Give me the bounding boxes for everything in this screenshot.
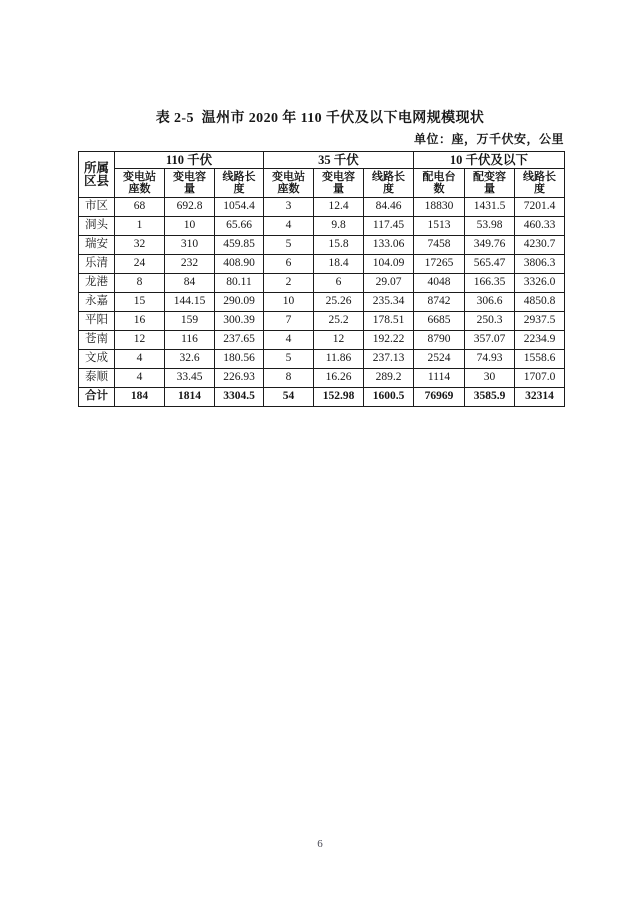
table-row <box>79 255 565 274</box>
value-cell: 357.07 <box>465 331 515 350</box>
column-header <box>165 169 215 198</box>
value-cell: 7 <box>264 312 314 331</box>
total-row <box>79 388 565 407</box>
value-cell: 10 <box>165 217 215 236</box>
column-header <box>264 169 314 198</box>
value-cell: 4 <box>264 217 314 236</box>
column-header-line1: 线路长 <box>523 170 556 183</box>
table-row <box>79 274 565 293</box>
value-cell: 289.2 <box>364 369 414 388</box>
column-header-line1: 配电台 <box>422 170 456 183</box>
column-header-line1: 变电站 <box>272 170 305 183</box>
value-cell: 144.15 <box>165 293 215 312</box>
region-cell: 合计 <box>79 388 115 407</box>
value-cell: 226.93 <box>215 369 264 388</box>
corner-header-line1: 所属 <box>83 161 109 175</box>
column-header-line2: 座数 <box>128 183 151 195</box>
value-cell: 237.13 <box>364 350 414 369</box>
value-cell: 250.3 <box>465 312 515 331</box>
column-header <box>414 169 465 198</box>
value-cell: 4 <box>115 350 165 369</box>
value-cell: 178.51 <box>364 312 414 331</box>
value-cell: 408.90 <box>215 255 264 274</box>
value-cell: 18830 <box>414 198 465 217</box>
column-header-line2: 数 <box>433 183 445 195</box>
value-cell: 6685 <box>414 312 465 331</box>
value-cell: 24 <box>115 255 165 274</box>
table-title: 表 2-5 温州市 2020 年 110 千伏及以下电网规模现状 <box>155 111 485 126</box>
column-header <box>115 169 165 198</box>
value-cell: 4850.8 <box>515 293 565 312</box>
column-header <box>465 169 515 198</box>
value-cell: 84.46 <box>364 198 414 217</box>
value-cell: 29.07 <box>364 274 414 293</box>
value-cell: 2234.9 <box>515 331 565 350</box>
value-cell: 184 <box>115 388 165 407</box>
group-header-10kv: 10 千伏及以下 <box>414 152 565 169</box>
column-header <box>314 169 364 198</box>
value-cell: 133.06 <box>364 236 414 255</box>
column-header-line1: 线路长 <box>222 170 256 183</box>
value-cell: 1814 <box>165 388 215 407</box>
table-row <box>79 331 565 350</box>
page-number: 6 <box>317 838 323 850</box>
group-header-35kv: 35 千伏 <box>264 152 414 169</box>
group-header-row <box>79 152 565 169</box>
value-cell: 2937.5 <box>515 312 565 331</box>
value-cell: 7458 <box>414 236 465 255</box>
value-cell: 1707.0 <box>515 369 565 388</box>
value-cell: 152.98 <box>314 388 364 407</box>
column-header-line2: 量 <box>333 183 344 195</box>
table-row <box>79 312 565 331</box>
value-cell: 4 <box>115 369 165 388</box>
value-cell: 65.66 <box>215 217 264 236</box>
value-cell: 12 <box>115 331 165 350</box>
column-header-line1: 变电容 <box>322 170 355 183</box>
value-cell: 5 <box>264 236 314 255</box>
region-cell: 龙港 <box>79 274 115 293</box>
value-cell: 2524 <box>414 350 465 369</box>
region-cell: 瑞安 <box>79 236 115 255</box>
column-header-line1: 变电站 <box>123 170 156 183</box>
value-cell: 1431.5 <box>465 198 515 217</box>
column-header-line2: 度 <box>383 183 394 195</box>
value-cell: 12.4 <box>314 198 364 217</box>
value-cell: 15 <box>115 293 165 312</box>
power-grid-table <box>78 151 565 407</box>
value-cell: 192.22 <box>364 331 414 350</box>
value-cell: 33.45 <box>165 369 215 388</box>
region-cell: 苍南 <box>79 331 115 350</box>
value-cell: 180.56 <box>215 350 264 369</box>
value-cell: 237.65 <box>215 331 264 350</box>
value-cell: 565.47 <box>465 255 515 274</box>
value-cell: 1558.6 <box>515 350 565 369</box>
value-cell: 25.26 <box>314 293 364 312</box>
value-cell: 9.8 <box>314 217 364 236</box>
column-header-line1: 线路长 <box>372 170 405 183</box>
value-cell: 349.76 <box>465 236 515 255</box>
region-cell: 洞头 <box>79 217 115 236</box>
value-cell: 300.39 <box>215 312 264 331</box>
table-row <box>79 198 565 217</box>
value-cell: 8 <box>264 369 314 388</box>
column-header <box>215 169 264 198</box>
value-cell: 54 <box>264 388 314 407</box>
value-cell: 3326.0 <box>515 274 565 293</box>
value-cell: 8742 <box>414 293 465 312</box>
value-cell: 104.09 <box>364 255 414 274</box>
value-cell: 32314 <box>515 388 565 407</box>
value-cell: 306.6 <box>465 293 515 312</box>
value-cell: 1054.4 <box>215 198 264 217</box>
value-cell: 1513 <box>414 217 465 236</box>
value-cell: 235.34 <box>364 293 414 312</box>
table-row <box>79 217 565 236</box>
value-cell: 2 <box>264 274 314 293</box>
value-cell: 310 <box>165 236 215 255</box>
value-cell: 3 <box>264 198 314 217</box>
value-cell: 16.26 <box>314 369 364 388</box>
value-cell: 8 <box>115 274 165 293</box>
column-header-line1: 配变容 <box>473 170 506 183</box>
region-cell: 永嘉 <box>79 293 115 312</box>
column-header <box>515 169 565 198</box>
value-cell: 80.11 <box>215 274 264 293</box>
value-cell: 10 <box>264 293 314 312</box>
value-cell: 12 <box>314 331 364 350</box>
value-cell: 1 <box>115 217 165 236</box>
corner-header <box>79 152 115 198</box>
value-cell: 8790 <box>414 331 465 350</box>
value-cell: 3304.5 <box>215 388 264 407</box>
value-cell: 117.45 <box>364 217 414 236</box>
value-cell: 25.2 <box>314 312 364 331</box>
value-cell: 18.4 <box>314 255 364 274</box>
column-header-line1: 变电容 <box>173 170 206 183</box>
table-row <box>79 293 565 312</box>
value-cell: 459.85 <box>215 236 264 255</box>
value-cell: 1600.5 <box>364 388 414 407</box>
corner-header-line2: 区县 <box>83 173 109 188</box>
region-cell: 市区 <box>79 198 115 217</box>
region-cell: 平阳 <box>79 312 115 331</box>
column-header-line2: 量 <box>184 183 195 195</box>
value-cell: 6 <box>264 255 314 274</box>
value-cell: 16 <box>115 312 165 331</box>
value-cell: 74.93 <box>465 350 515 369</box>
value-cell: 32 <box>115 236 165 255</box>
value-cell: 3806.3 <box>515 255 565 274</box>
value-cell: 116 <box>165 331 215 350</box>
value-cell: 32.6 <box>165 350 215 369</box>
value-cell: 1114 <box>414 369 465 388</box>
value-cell: 68 <box>115 198 165 217</box>
value-cell: 7201.4 <box>515 198 565 217</box>
value-cell: 5 <box>264 350 314 369</box>
table-row <box>79 350 565 369</box>
column-header-line2: 度 <box>534 183 545 195</box>
value-cell: 159 <box>165 312 215 331</box>
column-header <box>364 169 414 198</box>
value-cell: 30 <box>465 369 515 388</box>
value-cell: 15.8 <box>314 236 364 255</box>
region-cell: 乐清 <box>79 255 115 274</box>
table-row <box>79 369 565 388</box>
column-header-line2: 量 <box>484 183 495 195</box>
value-cell: 76969 <box>414 388 465 407</box>
value-cell: 290.09 <box>215 293 264 312</box>
value-cell: 84 <box>165 274 215 293</box>
table-row <box>79 236 565 255</box>
value-cell: 4230.7 <box>515 236 565 255</box>
value-cell: 53.98 <box>465 217 515 236</box>
value-cell: 166.35 <box>465 274 515 293</box>
value-cell: 17265 <box>414 255 465 274</box>
value-cell: 4 <box>264 331 314 350</box>
value-cell: 232 <box>165 255 215 274</box>
column-header-line2: 度 <box>233 183 245 195</box>
group-header-110kv: 110 千伏 <box>115 152 264 169</box>
value-cell: 460.33 <box>515 217 565 236</box>
region-cell: 文成 <box>79 350 115 369</box>
column-header-line2: 座数 <box>277 183 300 195</box>
value-cell: 692.8 <box>165 198 215 217</box>
sub-header-row <box>79 169 565 198</box>
unit-note: 单位：座，万千伏安，公里 <box>413 132 564 146</box>
value-cell: 4048 <box>414 274 465 293</box>
value-cell: 11.86 <box>314 350 364 369</box>
value-cell: 6 <box>314 274 364 293</box>
value-cell: 3585.9 <box>465 388 515 407</box>
region-cell: 泰顺 <box>79 369 115 388</box>
